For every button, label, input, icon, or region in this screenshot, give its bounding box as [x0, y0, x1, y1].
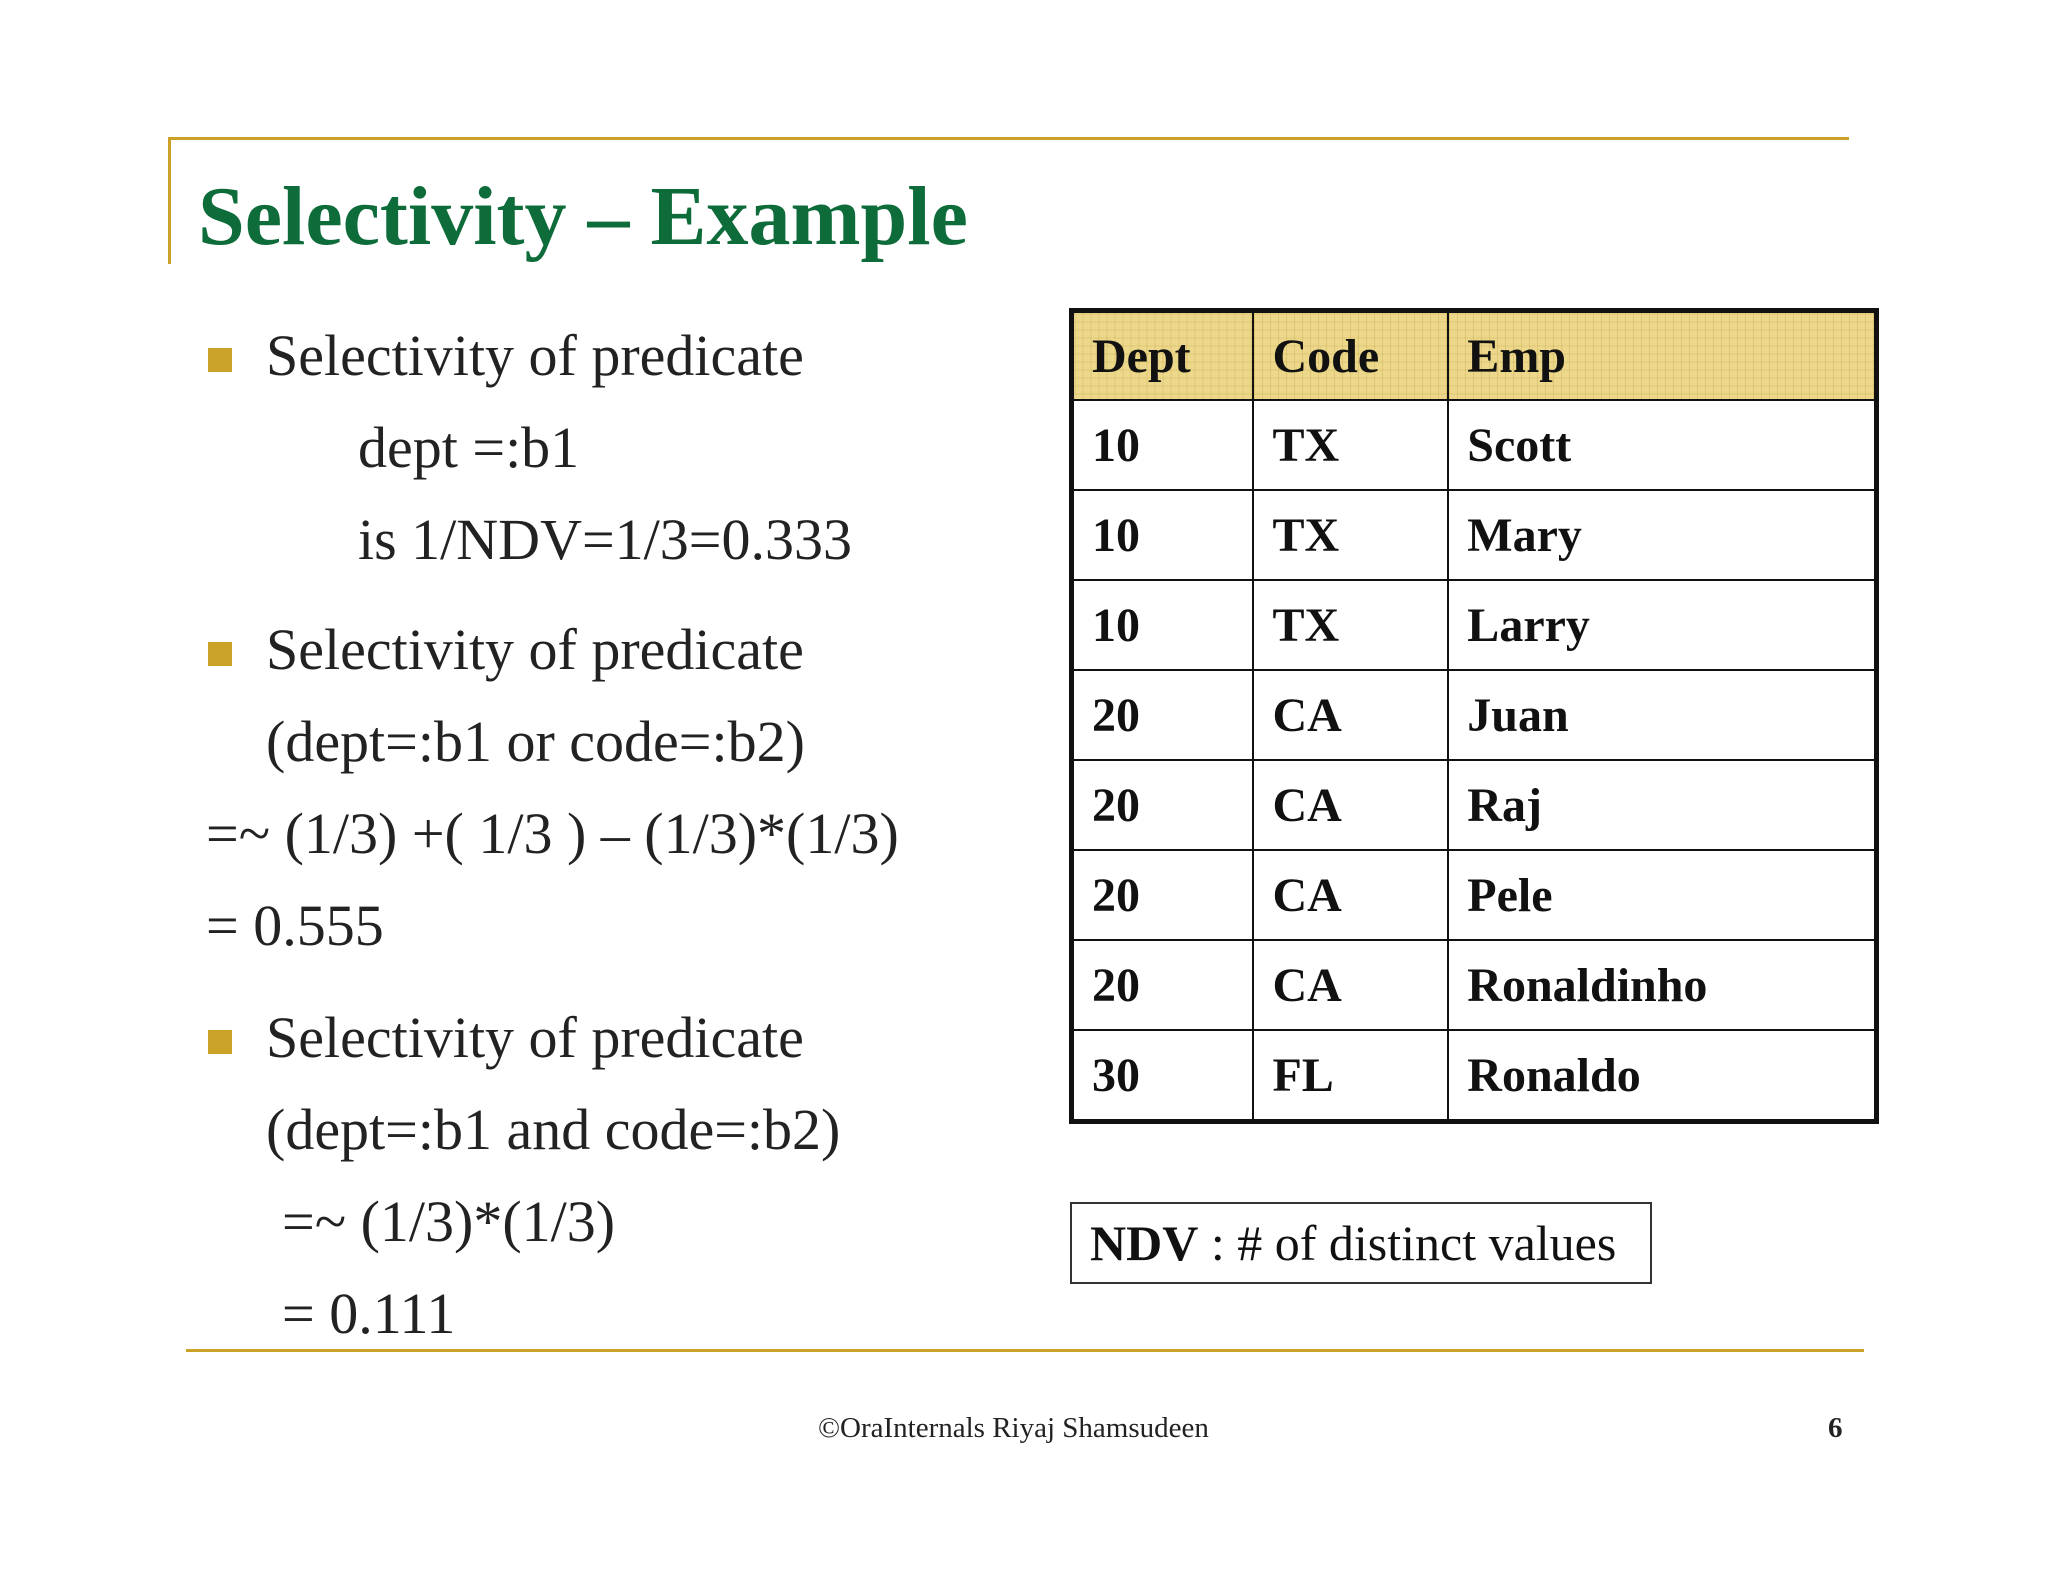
footer-credit: ©OraInternals Riyaj Shamsudeen [818, 1412, 1209, 1444]
table-row [1072, 760, 1877, 850]
section3-line3: = 0.111 [282, 1281, 456, 1346]
cell-code: CA [1253, 670, 1448, 760]
cell-emp: Raj [1448, 760, 1876, 850]
cell-emp: Ronaldo [1448, 1030, 1876, 1122]
cell-dept: 20 [1072, 850, 1254, 940]
cell-emp: Larry [1448, 580, 1876, 670]
cell-emp: Scott [1448, 400, 1876, 490]
section3-line1: (dept=:b1 and code=:b2) [266, 1097, 841, 1162]
column-header-dept: Dept [1072, 311, 1254, 401]
column-header-code: Code [1253, 311, 1448, 401]
table-header-row [1072, 311, 1877, 401]
cell-code: TX [1253, 580, 1448, 670]
ndv-definition-box [1070, 1202, 1652, 1284]
table-row [1072, 490, 1877, 580]
cell-dept: 30 [1072, 1030, 1254, 1122]
cell-emp: Ronaldinho [1448, 940, 1876, 1030]
section2-line2: =~ (1/3) +( 1/3 ) – (1/3)*(1/3) [206, 801, 899, 866]
page-number: 6 [1828, 1412, 1843, 1444]
section1-line1: dept =:b1 [358, 415, 580, 480]
table-row [1072, 850, 1877, 940]
ndv-definition: : # of distinct values [1198, 1215, 1617, 1271]
cell-dept: 10 [1072, 400, 1254, 490]
cell-code: TX [1253, 490, 1448, 580]
bottom-rule [186, 1349, 1864, 1352]
cell-dept: 20 [1072, 760, 1254, 850]
cell-code: CA [1253, 850, 1448, 940]
cell-emp: Mary [1448, 490, 1876, 580]
cell-code: FL [1253, 1030, 1448, 1122]
cell-dept: 20 [1072, 670, 1254, 760]
top-rule [168, 137, 1849, 140]
left-rule [168, 137, 171, 264]
section3-line2: =~ (1/3)*(1/3) [282, 1189, 616, 1254]
table-row [1072, 580, 1877, 670]
section1-heading: Selectivity of predicate [266, 323, 804, 388]
slide-title: Selectivity – Example [198, 170, 968, 263]
section2-line1: (dept=:b1 or code=:b2) [266, 709, 805, 774]
cell-emp: Pele [1448, 850, 1876, 940]
cell-code: CA [1253, 760, 1448, 850]
cell-dept: 20 [1072, 940, 1254, 1030]
bullet-icon [208, 348, 232, 372]
section2-heading: Selectivity of predicate [266, 617, 804, 682]
table-row [1072, 1030, 1877, 1122]
table-row [1072, 670, 1877, 760]
section1-line2: is 1/NDV=1/3=0.333 [358, 507, 852, 572]
table-row [1072, 400, 1877, 490]
table-row [1072, 940, 1877, 1030]
employee-table [1069, 308, 1879, 1124]
cell-code: TX [1253, 400, 1448, 490]
cell-dept: 10 [1072, 580, 1254, 670]
cell-code: CA [1253, 940, 1448, 1030]
column-header-emp: Emp [1448, 311, 1876, 401]
section3-heading: Selectivity of predicate [266, 1005, 804, 1070]
bullet-icon [208, 1030, 232, 1054]
section2-line3: = 0.555 [206, 893, 384, 958]
bullet-icon [208, 642, 232, 666]
ndv-term: NDV [1090, 1215, 1199, 1271]
cell-emp: Juan [1448, 670, 1876, 760]
cell-dept: 10 [1072, 490, 1254, 580]
